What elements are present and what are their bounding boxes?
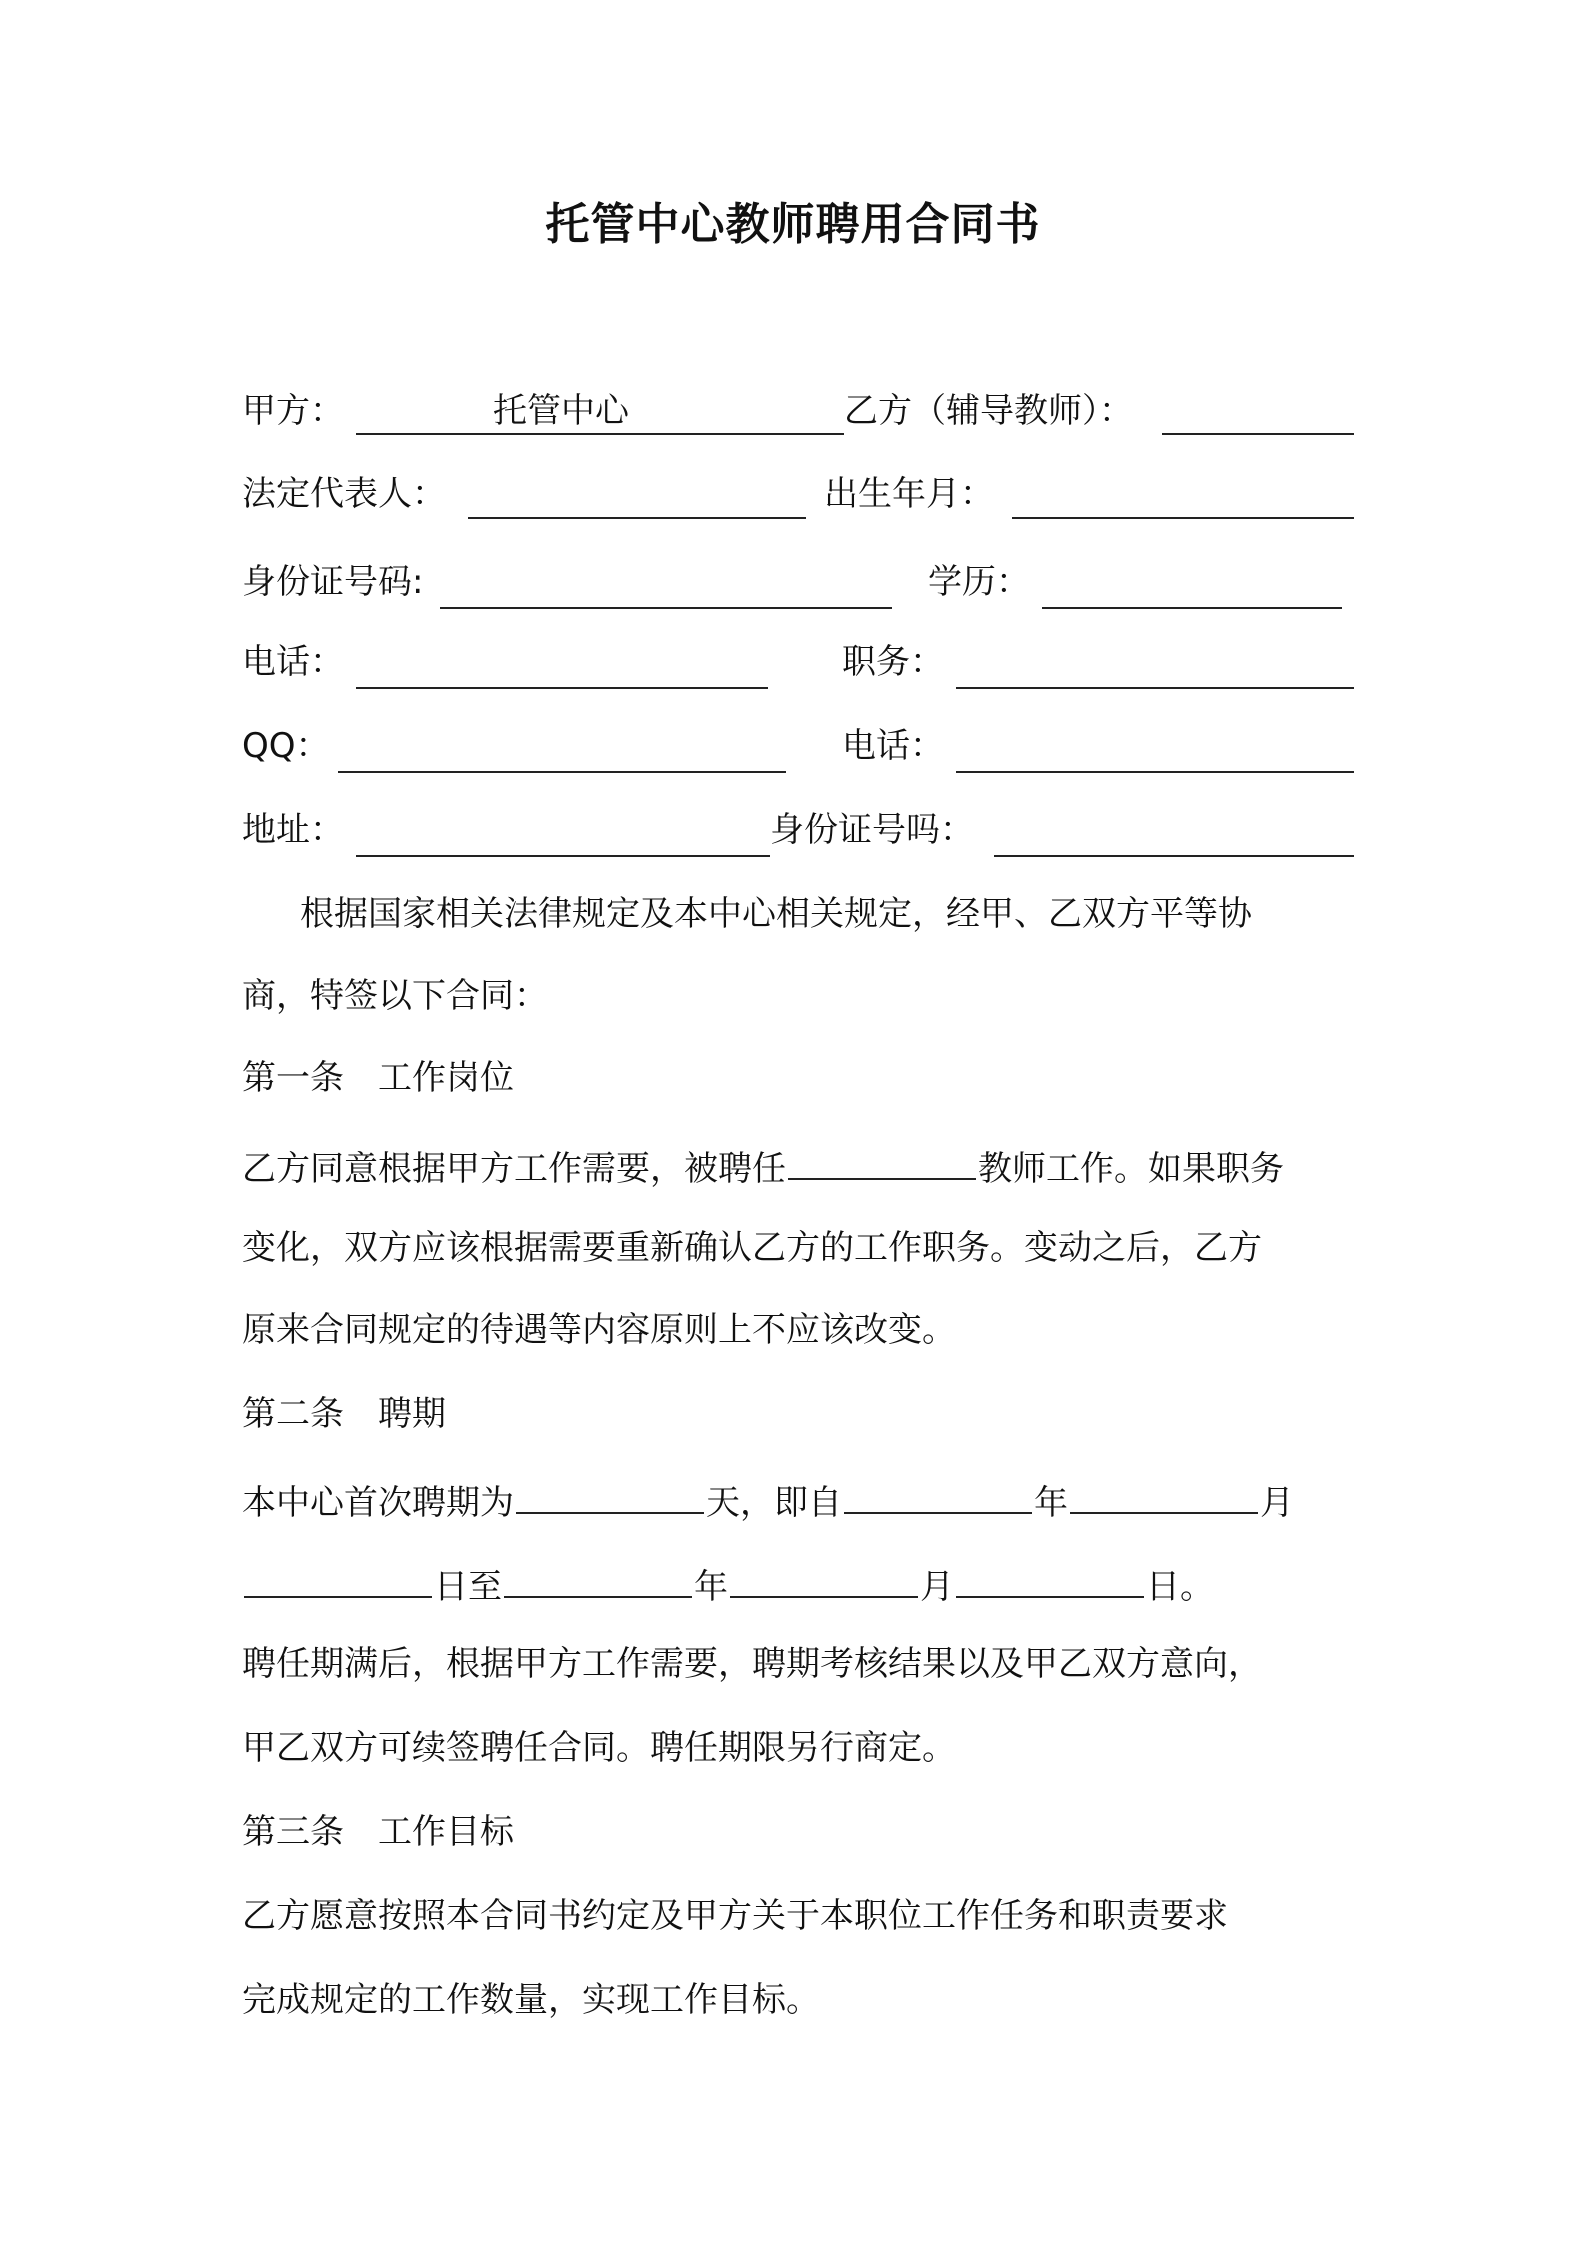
- address-label: 地址：: [242, 810, 344, 850]
- article-1-line-2: 变化，双方应该根据需要重新确认乙方的工作职务。变动之后，乙方: [242, 1228, 1262, 1268]
- article-2-line-4: 甲乙双方可续签聘任合同。聘任期限另行商定。: [242, 1728, 956, 1768]
- intro-line-1: 根据国家相关法律规定及本中心相关规定，经甲、乙双方平等协: [300, 894, 1252, 934]
- position-field[interactable]: [956, 687, 1354, 689]
- end-year-blank[interactable]: [504, 1560, 692, 1598]
- party-b-field[interactable]: [1162, 433, 1354, 435]
- party-a-underline: [356, 433, 844, 435]
- article-1-line-3: 原来合同规定的待遇等内容原则上不应该改变。: [242, 1310, 956, 1350]
- phone-label: 电话：: [242, 642, 344, 682]
- education-label: 学历：: [928, 562, 1030, 602]
- id2-field[interactable]: [994, 855, 1354, 857]
- position-label: 职务：: [842, 642, 944, 682]
- article-2-heading: 第二条 聘期: [242, 1394, 446, 1434]
- party-a-label: 甲方：: [242, 391, 344, 431]
- article-2-text-b: 天，即自: [706, 1483, 842, 1523]
- article-3-line-1: 乙方愿意按照本合同书约定及甲方关于本职位工作任务和职责要求: [242, 1896, 1228, 1936]
- article-2-line-2: [242, 1560, 1214, 1609]
- birth-label: 出生年月：: [824, 474, 994, 514]
- job-title-blank[interactable]: [788, 1142, 976, 1180]
- id-number-label: 身份证号码:: [242, 562, 424, 602]
- id2-label: 身份证号吗：: [770, 810, 974, 850]
- id-number-field[interactable]: [440, 607, 892, 609]
- article-3-line-2: 完成规定的工作数量，实现工作目标。: [242, 1980, 820, 2020]
- document-title: 托管中心教师聘用合同书: [545, 199, 1041, 250]
- legal-rep-field[interactable]: [468, 517, 806, 519]
- address-field[interactable]: [356, 855, 770, 857]
- article-2-line-3: 聘任期满后，根据甲方工作需要，聘期考核结果以及甲乙双方意向，: [242, 1644, 1262, 1684]
- qq-label: QQ：: [242, 726, 330, 766]
- phone-field[interactable]: [356, 687, 768, 689]
- party-b-label: 乙方（辅导教师）：: [844, 391, 1133, 431]
- article-2-text-a: 本中心首次聘期为: [242, 1483, 514, 1523]
- article-1-text-a: 乙方同意根据甲方工作需要，被聘任: [242, 1149, 786, 1189]
- article-2-line-1: [242, 1476, 1294, 1525]
- article-2-text-d: 月: [1260, 1483, 1294, 1523]
- start-month-blank[interactable]: [1070, 1476, 1258, 1514]
- article-1-heading: 第一条 工作岗位: [242, 1058, 514, 1098]
- article-2-text-f: 年: [694, 1567, 728, 1607]
- qq-field[interactable]: [338, 771, 786, 773]
- end-month-blank[interactable]: [730, 1560, 918, 1598]
- end-day-blank[interactable]: [956, 1560, 1144, 1598]
- start-year-blank[interactable]: [844, 1476, 1032, 1514]
- phone2-field[interactable]: [956, 771, 1354, 773]
- party-a-value: 托管中心: [493, 391, 629, 431]
- article-3-heading: 第三条 工作目标: [242, 1812, 514, 1852]
- start-day-blank[interactable]: [244, 1560, 432, 1598]
- legal-rep-label: 法定代表人：: [242, 474, 446, 514]
- term-days-blank[interactable]: [516, 1476, 704, 1514]
- education-field[interactable]: [1042, 607, 1342, 609]
- article-2-text-e: 日至: [434, 1567, 502, 1607]
- article-2-text-g: 月: [920, 1567, 954, 1607]
- phone2-label: 电话：: [842, 726, 944, 766]
- article-1-text-b: 教师工作。如果职务: [978, 1149, 1284, 1189]
- birth-field[interactable]: [1012, 517, 1354, 519]
- article-1-line-1: [242, 1142, 1284, 1191]
- article-2-text-c: 年: [1034, 1483, 1068, 1523]
- article-2-text-h: 日。: [1146, 1567, 1214, 1607]
- intro-line-2: 商，特签以下合同：: [242, 976, 548, 1016]
